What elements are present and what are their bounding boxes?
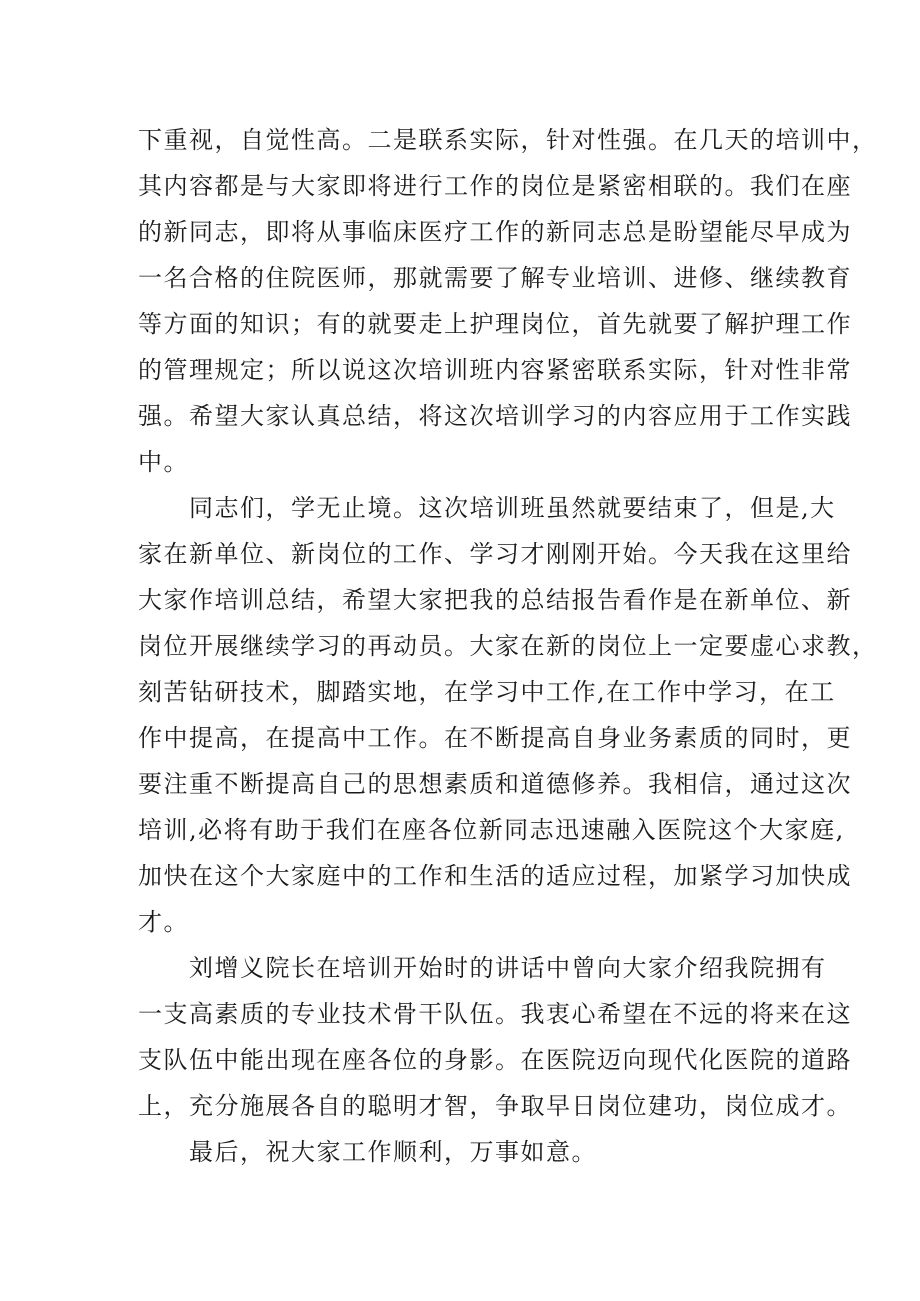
- text-line: 其内容都是与大家即将进行工作的岗位是紧密相联的。我们在座: [138, 172, 852, 200]
- text-line: 上，充分施展各自的聪明才智，争取早日岗位建功，岗位成才。: [138, 1092, 852, 1120]
- paragraph-2: [138, 485, 878, 945]
- text-line: 家在新单位、新岗位的工作、学习才刚刚开始。今天我在这里给: [138, 540, 852, 568]
- text-line: 同志们，学无止境。这次培训班虽然就要结束了，但是,大: [138, 494, 836, 522]
- text-line: 作中提高，在提高中工作。在不断提高自身业务素质的同时，更: [138, 724, 852, 752]
- text-line: 加快在这个大家庭中的工作和生活的适应过程，加紧学习加快成: [138, 862, 852, 890]
- text-line: 大家作培训总结，希望大家把我的总结报告看作是在新单位、新: [138, 586, 852, 614]
- text-line: 支队伍中能出现在座各位的身影。在医院迈向现代化医院的道路: [138, 1046, 852, 1074]
- text-line: 刘增义院长在培训开始时的讲话中曾向大家介绍我院拥有: [138, 954, 827, 982]
- text-line: 中。: [138, 448, 189, 476]
- text-line: 一支高素质的专业技术骨干队伍。我衷心希望在不远的将来在这: [138, 1000, 852, 1028]
- text-line: 下重视，自觉性高。二是联系实际，针对性强。在几天的培训中，: [138, 126, 878, 154]
- text-line: 培训,必将有助于我们在座各位新同志迅速融入医院这个大家庭,: [138, 816, 845, 844]
- text-line: 的管理规定；所以说这次培训班内容紧密联系实际，针对性非常: [138, 356, 852, 384]
- document-body: [138, 117, 878, 1175]
- text-line: 岗位开展继续学习的再动员。大家在新的岗位上一定要虚心求教，: [138, 632, 878, 660]
- text-line: 等方面的知识；有的就要走上护理岗位，首先就要了解护理工作: [138, 310, 852, 338]
- paragraph-4: [138, 1129, 808, 1175]
- text-line: 强。希望大家认真总结，将这次培训学习的内容应用于工作实践: [138, 402, 852, 430]
- text-line: 要注重不断提高自己的思想素质和道德修养。我相信，通过这次: [138, 770, 852, 798]
- text-line: 刻苦钻研技术，脚踏实地，在学习中工作,在工作中学习，在工: [138, 678, 836, 706]
- text-line: 最后，祝大家工作顺利，万事如意。: [138, 1138, 597, 1166]
- paragraph-1: [138, 117, 878, 485]
- text-line: 的新同志，即将从事临床医疗工作的新同志总是盼望能尽早成为: [138, 218, 852, 246]
- text-line: 一名合格的住院医师，那就需要了解专业培训、进修、继续教育: [138, 264, 852, 292]
- text-line: 才。: [138, 908, 189, 936]
- paragraph-3: [138, 945, 852, 1129]
